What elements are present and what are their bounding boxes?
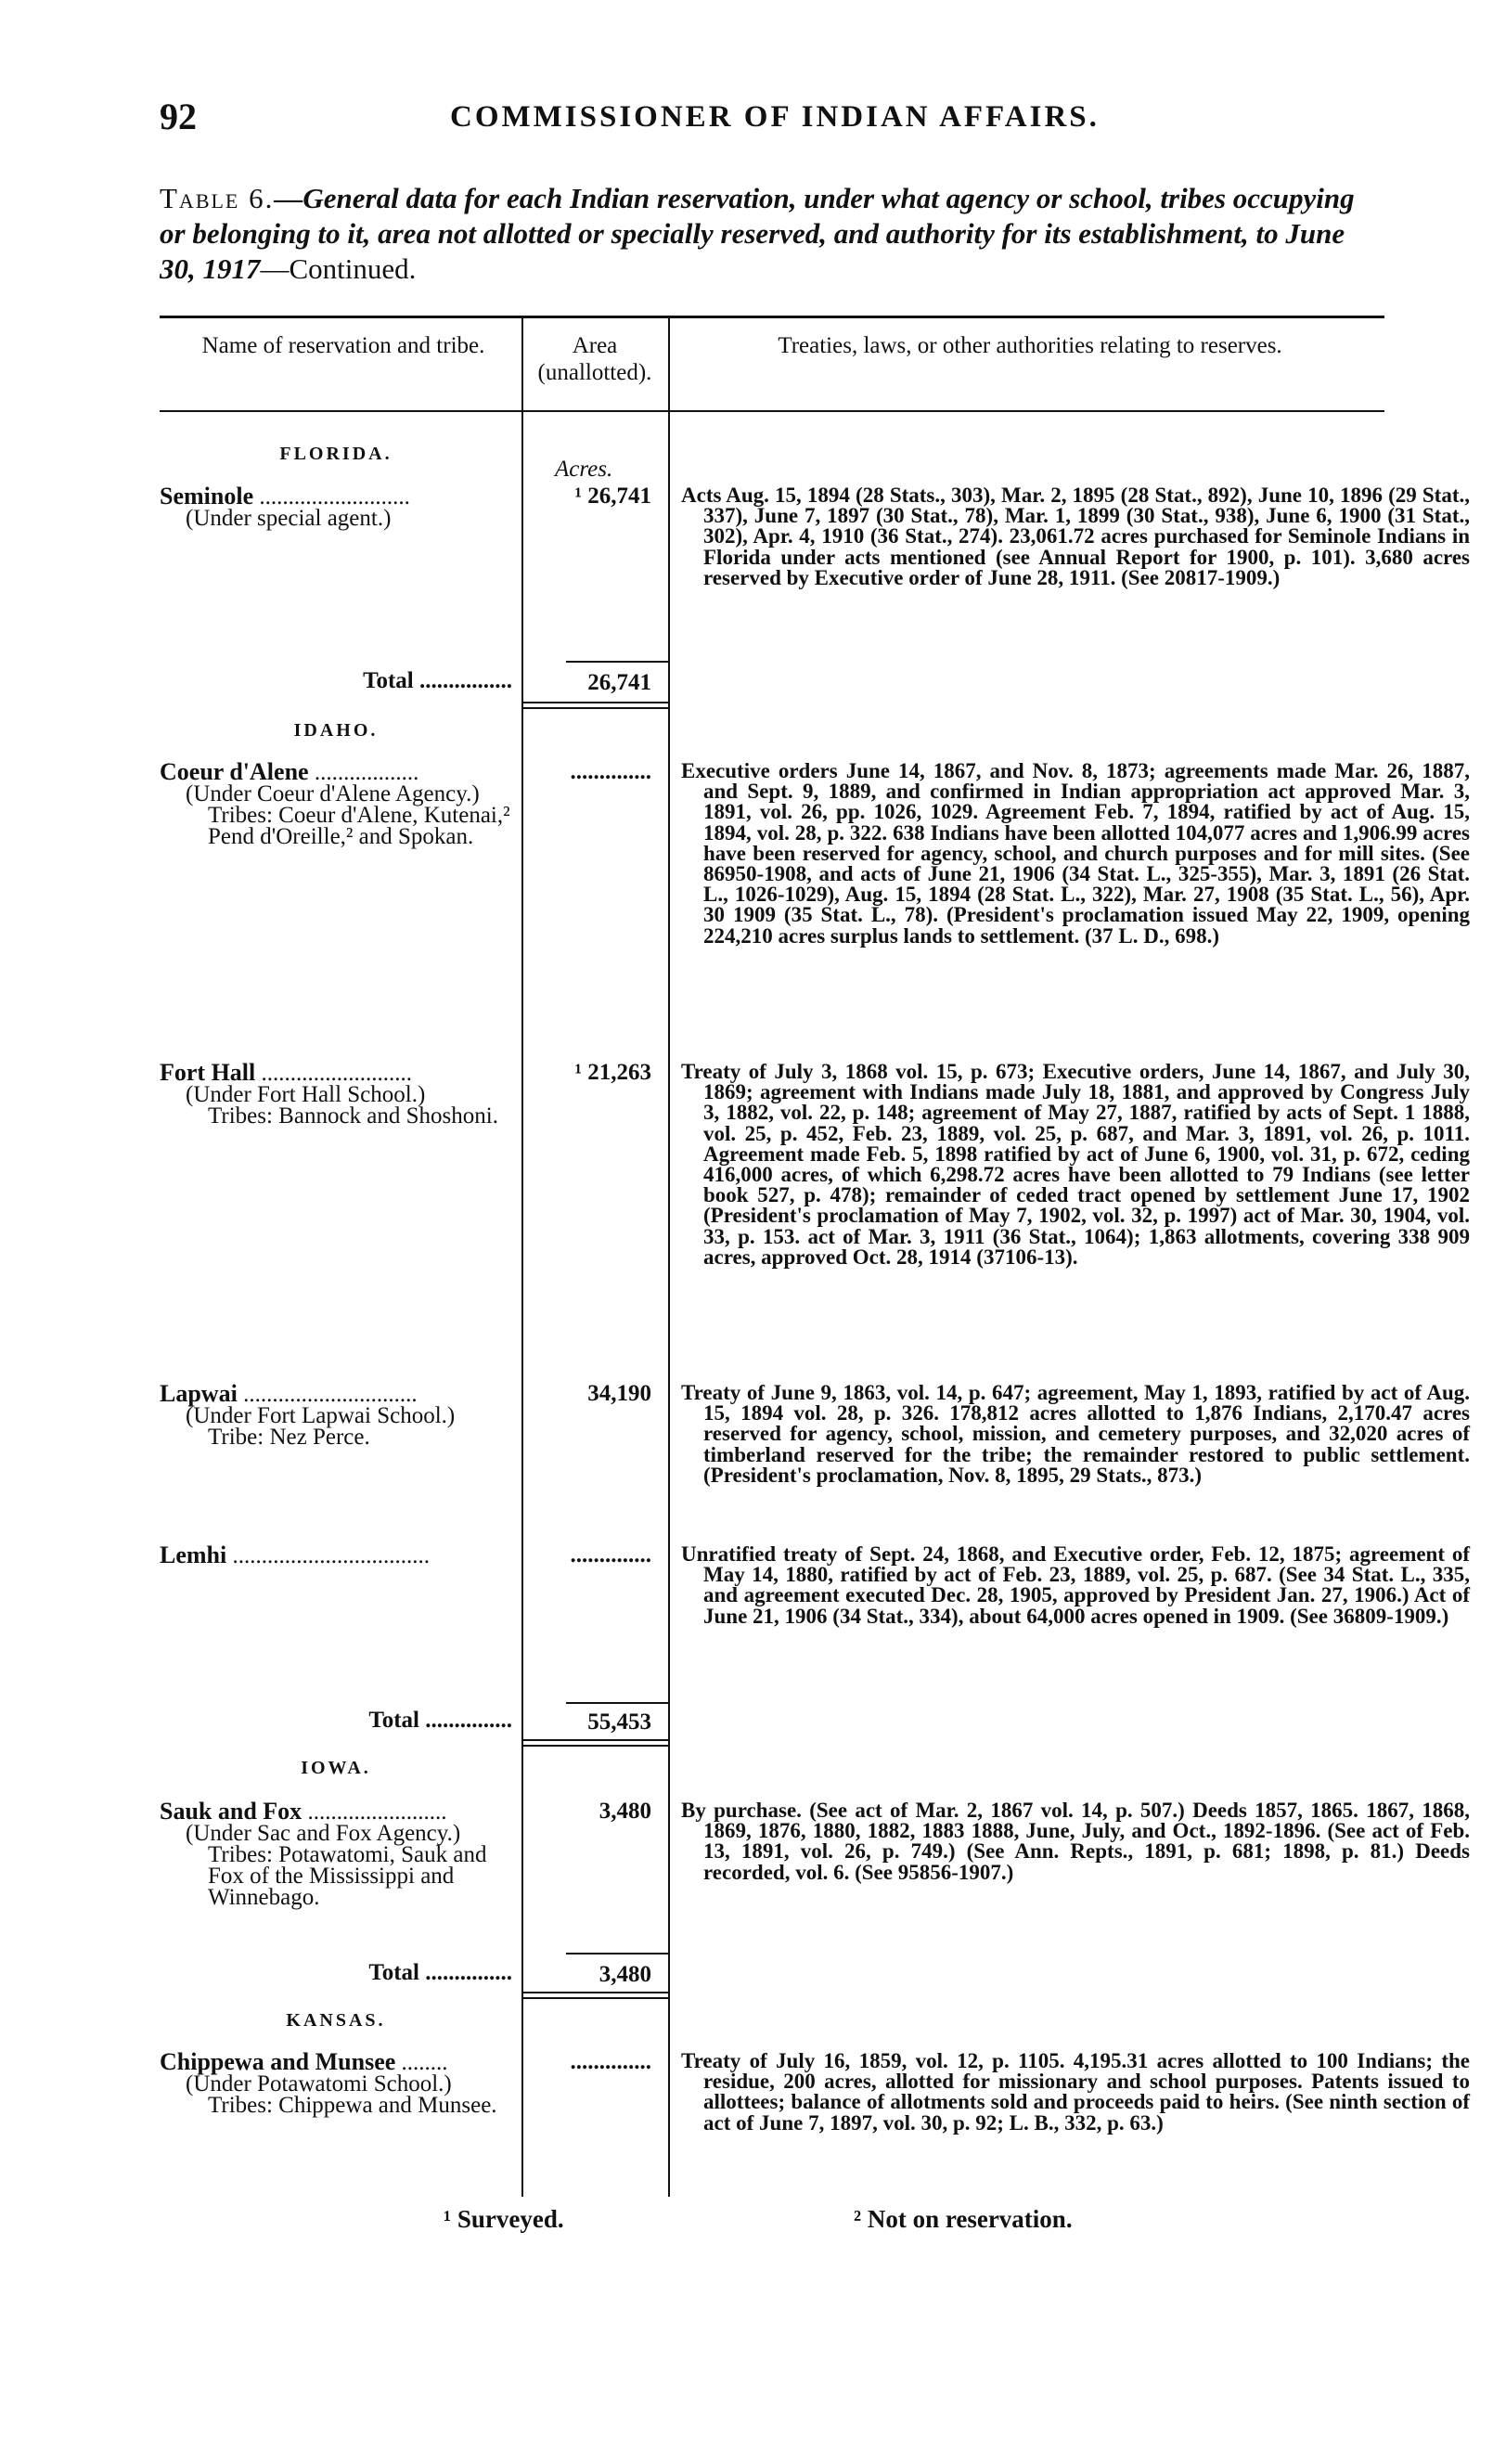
agency: (Under Fort Hall School.): [186, 1082, 426, 1107]
reservation-lemhi: Lemhi ..................................: [160, 1542, 430, 1568]
reservation-name: Fort Hall: [160, 1059, 256, 1086]
table-top-rule: [160, 316, 1384, 318]
running-head: COMMISSIONER OF INDIAN AFFAIRS.: [450, 100, 1100, 134]
agency: (Under Coeur d'Alene Agency.): [186, 781, 480, 806]
reservation-coeur-dalene: Coeur d'Alene .................. (Under Coeur d'Alene Agency.) Tribes: Coeur d'Alene, Kutenai,² Pend d'Oreille,² and Spokan.: [160, 761, 515, 847]
total-idaho-label: Total ...............: [368, 1708, 512, 1733]
reservation-sauk-and-fox: Sauk and Fox ........................ (Under Sac and Fox Agency.) Tribes: Potawatomi, Sauk and Fox of the Mississippi and Winnebago.: [160, 1800, 515, 1908]
authority-fort-hall: Treaty of July 3, 1868 vol. 15, p. 673; Executive orders, June 14, 1867, and July 30, 1869; agreement with Indians made July 18, 1881, and approved by Congress July 3, 1882, vol. 22, p. 148; agreement of May 27, 1887, ratified by acts of Sept. 1 1888, vol. 25, p. 452, Feb. 23, 1889, vol. 25, p. 687, and Mar. 3, 1891, vol. 26, p. 1011. Agreement made Feb. 5, 1898 ratified by act of June 6, 1900, vol. 31, p. 672, ceding 416,000 acres, of which 6,298.72 acres have been allotted to 79 Indians (see letter book 527, p. 478); remainder of ceded tract opened by settlement June 17, 1902 (President's proclamation of May 7, 1902, vol. 32, p. 1997) act of Mar. 30, 1904, vol. 33, p. 153. act of Mar. 3, 1911 (36 Stat., 1064); 1,863 allotments, covering 338 909 acres, approved Oct. 28, 1914 (37106-13).: [681, 1060, 1470, 1269]
total-florida-label: Total ................: [363, 668, 512, 693]
area-lemhi: ..............: [570, 1542, 651, 1567]
reservation-lapwai: Lapwai .............................. (Under Fort Lapwai School.) Tribe: Nez Perce.: [160, 1383, 515, 1448]
area-seminole: ¹ 26,741: [574, 484, 651, 509]
reservation-name: Lemhi: [160, 1542, 227, 1568]
tribes: Tribe: Nez Perce.: [208, 1425, 370, 1450]
reservation-seminole: Seminole .......................... (Under special agent.): [160, 485, 515, 529]
tribes: Tribes: Chippewa and Munsee.: [208, 2093, 497, 2118]
total-florida-value: 26,741: [587, 670, 651, 695]
total-florida-rule-top: [566, 661, 668, 663]
state-heading-kansas: KANSAS.: [286, 2010, 386, 2031]
tribes: Tribes: Potawatomi, Sauk and Fox of the Mississippi and Winnebago.: [208, 1842, 487, 1910]
reservation-fort-hall: Fort Hall .......................... (Under Fort Hall School.) Tribes: Bannock and Shoshoni.: [160, 1062, 515, 1127]
column-divider-2: [668, 317, 670, 2197]
footnote-surveyed: ¹ Surveyed.: [444, 2205, 564, 2233]
area-fort-hall: ¹ 21,263: [574, 1060, 651, 1085]
authority-seminole: Acts Aug. 15, 1894 (28 Stats., 303), Mar. 2, 1895 (28 Stat., 892), June 10, 1896 (29 Stat., 337), June 7, 1897 (30 Stat., 78), Mar. 1, 1899 (30 Stat., 938), June 6, 1900 (31 Stat., 302), Apr. 4, 1910 (36 Stat., 274). 23,061.72 acres purchased for Seminole Indians in Florida under acts mentioned (see Annual Report for 1900, p. 101). 3,680 acres reserved by Executive order of June 28, 1911. (See 20817-1909.): [681, 484, 1470, 589]
reservation-name: Coeur d'Alene: [160, 758, 309, 785]
reservation-name: Seminole: [160, 483, 254, 510]
caption-suffix: —Continued.: [260, 252, 417, 285]
total-idaho-rule-top: [566, 1702, 668, 1704]
authority-lapwai: Treaty of June 9, 1863, vol. 14, p. 647; agreement, May 1, 1893, ratified by act of Aug. 15, 1894 vol. 28, p. 326. 178,812 acres allotted to 1,876 Indians, 2,170.47 acres reserved for agency, school, mission, and cemetery purposes, and 32,020 acres of timberland reserved for the tribe; the remainder restored to public settlement. (President's proclamation, Nov. 8, 1895, 29 Stats., 873.): [681, 1381, 1470, 1487]
area-chippewa-and-munsee: ..............: [570, 2049, 651, 2074]
tribes: Tribes: Coeur d'Alene, Kutenai,² Pend d'Oreille,² and Spokan.: [208, 803, 510, 849]
authority-coeur-dalene: Executive orders June 14, 1867, and Nov. 8, 1873; agreements made Mar. 26, 1887, and Sept. 9, 1889, and confirmed in Indian appropriation act approved Mar. 3, 1891, vol. 26, pp. 1026, 1029. Agreement Feb. 7, 1894, ratified by act of Aug. 15, 1894, vol. 28, p. 322. 638 Indians have been allotted 104,077 acres and 1,906.99 acres have been reserved for agency, school, and church purposes and for mill sites. (See 86950-1908, and acts of June 21, 1906 (34 Stat. L., 325-355), Mar. 3, 1891 (26 Stat. L., 1026-1029), Aug. 15, 1894 (28 Stat. L., 322), Mar. 27, 1908 (35 Stat. L., 56), Apr. 30 1909 (35 Stat. L., 78). (President's proclamation issued May 22, 1909, opening 224,210 acres surplus lands to settlement. (37 L. D., 698.): [681, 759, 1470, 948]
caption-label: Table 6.: [160, 182, 275, 214]
header-area: Area (unallotted).: [537, 333, 652, 385]
total-idaho-value: 55,453: [587, 1709, 651, 1735]
column-divider-1: [521, 317, 523, 2197]
total-florida-rule-bottom2: [521, 707, 668, 709]
reservation-name: Sauk and Fox: [160, 1798, 302, 1825]
state-heading-florida: FLORIDA.: [279, 444, 393, 464]
state-heading-iowa: IOWA.: [301, 1758, 371, 1778]
authority-chippewa-and-munsee: Treaty of July 16, 1859, vol. 12, p. 1105. 4,195.31 acres allotted to 100 Indians; the residue, 200 acres, allotted for missionary and school purposes. Patents issued to allottees; balance of allotments sold and proceeds paid to heirs. (See ninth section of act of June 7, 1897, vol. 30, p. 92; L. B., 332, p. 63.): [681, 2049, 1470, 2135]
header-authority: Treaties, laws, or other authorities relating to reserves.: [778, 333, 1282, 358]
total-iowa-label: Total ...............: [368, 1960, 512, 1985]
header-bottom-rule: [160, 410, 1384, 412]
agency: (Under Sac and Fox Agency.): [186, 1821, 461, 1846]
total-florida-rule-bottom: [521, 702, 668, 703]
caption-text: —General data for each Indian reservation, under what agency or school, tribes occupying or belonging to it, area not allotted or specially reserved, and authority for its establishment, to June 30, 1917: [160, 182, 1355, 285]
reservation-name: Chippewa and Munsee: [160, 2048, 396, 2075]
area-lapwai: 34,190: [587, 1381, 651, 1406]
header-name: Name of reservation and tribe.: [201, 333, 485, 358]
tribes: Tribes: Bannock and Shoshoni.: [208, 1103, 498, 1129]
agency: (Under special agent.): [186, 506, 392, 531]
state-heading-idaho: IDAHO.: [293, 720, 379, 741]
reservation-chippewa-and-munsee: Chippewa and Munsee ........ (Under Potawatomi School.) Tribes: Chippewa and Munsee.: [160, 2051, 515, 2116]
reservation-name: Lapwai: [160, 1380, 238, 1407]
total-iowa-value: 3,480: [599, 1962, 651, 1987]
area-units: Acres.: [555, 457, 613, 482]
area-sauk-and-fox: 3,480: [599, 1799, 651, 1824]
area-coeur-dalene: ..............: [570, 759, 651, 784]
authority-sauk-and-fox: By purchase. (See act of Mar. 2, 1867 vol. 14, p. 507.) Deeds 1857, 1865. 1867, 1868, 1869, 1876, 1880, 1882, 1883 1888, June, July, and Oct., 1892-1896. (See act of Feb. 13, 1891, vol. 26, p. 749.) (See Ann. Repts., 1891, p. 681; 1898, p. 81.) Deeds recorded, vol. 6. (See 95856-1907.): [681, 1799, 1470, 1884]
footnote-not-on-reservation: ² Not on reservation.: [854, 2205, 1073, 2233]
total-iowa-rule-top: [566, 1953, 668, 1954]
total-idaho-rule-bottom2: [521, 1745, 668, 1747]
total-iowa-rule-bottom: [521, 1992, 668, 1993]
agency: (Under Potawatomi School.): [186, 2071, 452, 2096]
page-number: 92: [160, 96, 197, 137]
table-caption: [160, 181, 1384, 287]
total-idaho-rule-bottom: [521, 1739, 668, 1741]
authority-lemhi: Unratified treaty of Sept. 24, 1868, and Executive order, Feb. 12, 1875; agreement of May 14, 1880, ratified by act of Feb. 23, 1889, vol. 25, p. 687. (See 34 Stat. L., 335, and agreement executed Dec. 28, 1905, approved by President Jan. 27, 1906.) Act of June 21, 1906 (34 Stat., 334), about 64,000 acres opened in 1909. (See 36809-1909.): [681, 1542, 1470, 1628]
total-iowa-rule-bottom2: [521, 1997, 668, 1999]
agency: (Under Fort Lapwai School.): [186, 1403, 456, 1428]
